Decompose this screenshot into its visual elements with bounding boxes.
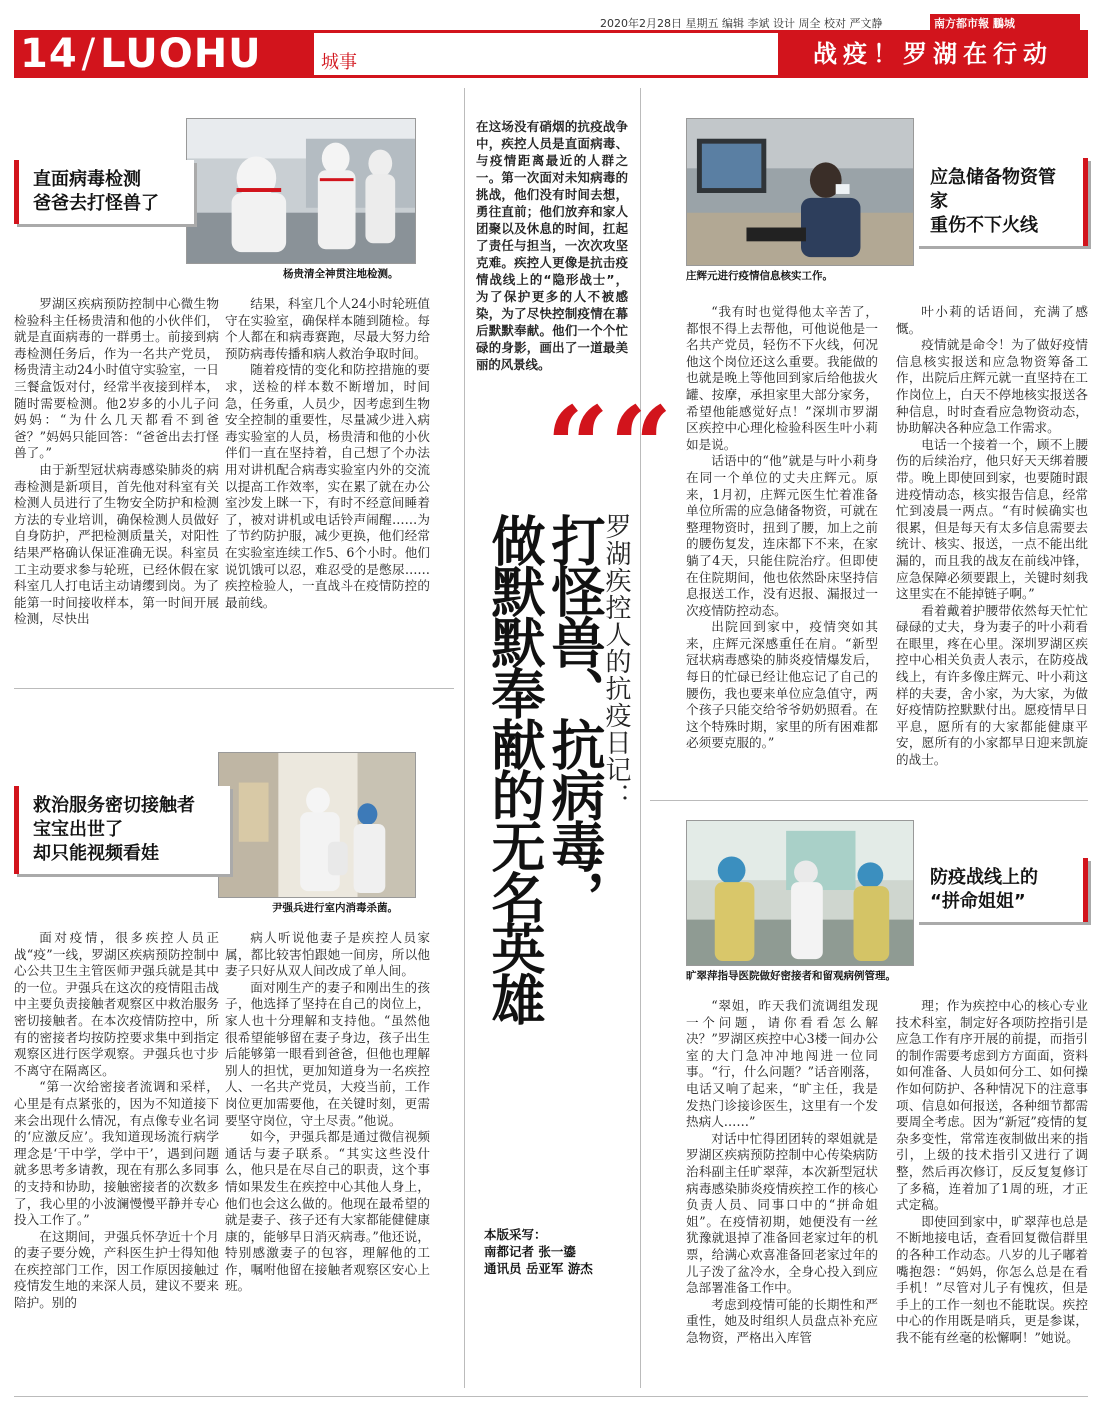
article-paragraph: 病人听说他妻子是疾控人员家属，都比较害怕跟她一间房，所以他妻子只好从双人间改成了单人间。: [225, 930, 430, 979]
article-paragraph: 面对刚生产的妻子和刚出生的孩子，他选择了坚持在自己的岗位上，家人也十分理解和支持他。“虽然他很希望能够留在妻子身边，孩子出生后能够第一眼看到爸爸，但他也理解别人的担忧，更加知道身为一名疾控人、一名共产党员，大疫当前，工作岗位更加需要他，在关键时刻，更需要坚守岗位，守土尽责。”他说。: [225, 979, 430, 1128]
byline: [484, 1226, 593, 1277]
story-headline: [14, 786, 230, 874]
byline-label: 本版采写：: [484, 1227, 547, 1242]
article-paragraph: 结果，科室几个人24小时轮班值守在实验室，确保样本随到随检。每个人都在和病毒赛跑，尽最大努力给预防病毒传播和病人救治争取时间。: [225, 296, 430, 361]
headline-line: 却只能视频看娃: [33, 843, 159, 864]
article-paragraph: “翠姐，昨天我们流调组发现一个问题，请你看看怎么解决？”罗湖区疾控中心3楼一间办公室的大门急冲冲地闯进一位同事。“行，什么问题？”话音刚落，电话又响了起来，“旷主任，我是发热门诊接诊医生，这里有一个发热病人……”: [686, 998, 878, 1130]
photo-caption: 旷翠萍指导医院做好密接者和留观病例管理。: [686, 970, 896, 982]
column-divider-right: [640, 88, 641, 1388]
article-paragraph: 罗湖区疾病预防控制中心微生物检验科主任杨贵清和他的小伙伴们，就是直面病毒的一群勇士。前接到病毒检测任务后，作为一名共产党员，杨贵清主动24小时值守实验室，一日三餐盒饭对付，经常半夜接到样本，随时需要检测。他2岁多的小儿子问妈妈：“为什么几天都看不到爸爸？”妈妈只能回答：“爸爸出去打怪兽了。”: [14, 296, 219, 461]
article-column: [686, 304, 878, 790]
feature-title: [468, 503, 636, 1123]
article-paragraph: 即使回到家中，旷翠萍也总是不断地接电话，查看回复微信群里的各种工作动态。八岁的儿子嘟着嘴抱怨：“妈妈，你怎么总是在看手机！”尽管对儿子有愧疚，但是手上的工作一刻也不能耽误。疾控中心的作用既是哨兵，更是参谋，我不能有丝毫的松懈啊！”她说。: [896, 1213, 1088, 1345]
theme-title: 战疫！罗湖在行动: [778, 33, 1088, 75]
article-paragraph: “第一次给密接者流调和采样，心里是有点紧张的，因为不知道接下来会出现什么情况，有点像专业名词的‘应激反应’。我知道现场流行病学理念是‘干中学，学中干’，遇到问题就多思考多请教，现在有那么多同事的支持和协助，接触密接者的次数多了，我心里的小波澜慢慢平静并专心投入工作了。”: [14, 1079, 219, 1228]
quote-mark-icon: ““: [546, 382, 673, 511]
byline-correspondent: 通讯员 岳亚军 游杰: [484, 1261, 593, 1276]
photo-caption: 庄辉元进行疫情信息核实工作。: [686, 270, 833, 282]
page-banner: [14, 30, 1088, 78]
byline-reporter: 南都记者 张一鎏: [484, 1244, 576, 1259]
headline-line: 直面病毒检测: [33, 169, 141, 190]
feature-title-line: 做默默奉献的无名英雄: [483, 513, 546, 1023]
photo-caption: 杨贵清全神贯注地检测。: [283, 268, 399, 280]
section-divider-left: [14, 688, 454, 689]
hospital-photo-image: [687, 821, 913, 965]
story-headline: [916, 158, 1088, 246]
headline-line: 防疫战线上的: [930, 867, 1038, 888]
dateline: 2020年2月28日 星期五 编辑 李斌 设计 周全 校对 严文静: [600, 17, 883, 30]
column-divider-left: [464, 88, 465, 1388]
headline-line: 爸爸去打怪兽了: [33, 193, 159, 214]
article-paragraph: 话语中的“他”就是与叶小莉身在同一个单位的丈夫庄辉元。原来，1月初，庄辉元医生忙着准备单位所需的应急储备物资，可就在整理物资时，扭到了腰，加上之前的腰伤复发，连床都下不来，在家躺了4天，只能住院治疗。但即使在住院期间，他也依然卧床坚持信息报送工作，没有迟报、漏报过一次疫情防控动态。: [686, 453, 878, 618]
photo-information-check: [686, 118, 914, 266]
photo-lab-testing: [186, 118, 416, 264]
page-label: [14, 33, 314, 75]
article-column: [14, 296, 219, 680]
section-divider-right: [650, 800, 1088, 801]
article-paragraph: 理；作为疾控中心的核心专业技术科室，制定好各项防控指引是应急工作有序开展的前提，而指引的制作需要考虑到方方面面，资料如何准备、人员如何分工、如何操作如何防护、各种情况下的注意事项、信息如何报送，各种细节都需要周全考虑。因为“新冠”疫情的复杂多变性，常常连夜制做出来的指引，上级的技术指引又进行了调整，然后再次修订，反反复复修订了多稿，连着加了1周的班，才正式定稿。: [896, 998, 1088, 1213]
article-paragraph: 面对疫情，很多疾控人员正战“疫”一线，罗湖区疾病预防控制中心公共卫生主管医师尹强兵就是其中的一位。尹强兵在这次的疫情阻击战中主要负责接触者观察区中救治服务密切接触者。在本次疫情防控中，所有的密接者均按防控要求集中到指定观察区进行医学观察。尹强兵也寸步不离守在隔离区。: [14, 930, 219, 1078]
headline-line: 宝宝出世了: [33, 819, 123, 840]
section-name: 城事: [321, 52, 357, 73]
photo-caption: 尹强兵进行室内消毒杀菌。: [272, 902, 398, 914]
article-paragraph: 电话一个接着一个，顾不上腰伤的后续治疗，他只好天天绑着腰带。晚上即使回到家，也要随时跟进疫情动态，核实报告信息，经常忙到凌晨一两点。“有时候确实也很累，但是每天有太多信息需要去统计、核实、报送，一点不能出纰漏的，而且我的战友在前线冲锋，应急保障必须要跟上，关键时刻我这里实在不能掉链子啊。”: [896, 436, 1088, 602]
article-column: [225, 296, 430, 680]
article-column: [14, 930, 219, 1385]
page-number: 14: [20, 31, 78, 77]
article-column: [686, 998, 878, 1386]
headline-line: “拼命姐姐”: [930, 891, 1026, 912]
article-paragraph: “我有时也觉得他太辛苦了，都恨不得上去帮他，可他说他是一名共产党员，轻伤不下火线，何况他这个岗位还这么重要。我能做的也就是晚上等他回到家后给他拔火罐、按摩，承担家里大部分家务，希望他能感觉好点！”深圳市罗湖区疾控中心理化检验科医生叶小莉如是说。: [686, 304, 878, 452]
headline-line: 重伤不下火线: [930, 215, 1038, 236]
article-paragraph: 由于新型冠状病毒感染肺炎的病毒检测是新项目，首先他对科室有关检测人员进行了生物安全防护和检测方法的专业培训，确保检测人员做好自身防护，严把检测质量关，对阳性结果严格确认保证准确无误。科室员工主动要求参与轮班，已经休假在家科室几人打电话主动请缨到岗。为了能第一时间接收样本，第一时间开展检测，尽快出: [14, 461, 219, 627]
article-paragraph: 在这期间，尹强兵怀孕近十个月的妻子要分娩，产科医生护士得知他在疾控部门工作，因工作原因接触过疫情发生地的来深人员，建议不要来陪护。别的: [14, 1228, 219, 1311]
article-paragraph: 疫情就是命令！为了做好疫情信息核实报送和应急物资筹备工作，出院后庄辉元就一直坚持在工作岗位上，白天不停地核实报送各种信息，时时查看应急物资动态，协助解决各种应急工作需求。: [896, 337, 1088, 436]
article-column: [225, 930, 430, 1385]
feature-title-line: 打怪兽、抗病毒，: [543, 513, 606, 921]
story-headline: [14, 160, 194, 224]
disinfection-photo-image: [219, 753, 415, 897]
article-column: [896, 998, 1088, 1386]
article-paragraph: 考虑到疫情可能的长期性和严重性，她及时组织人员盘点补充应急物资，严格出入库管: [686, 1296, 878, 1345]
lab-photo-image: [187, 119, 415, 263]
feature-subtitle: 罗湖疾控人的抗疫日记：: [601, 513, 631, 810]
dateline-bar: [600, 13, 1080, 31]
article-paragraph: 对话中忙得团团转的翠姐就是罗湖区疾病预防控制中心传染病防治科副主任旷翠萍，本次新型冠状病毒感染肺炎疫情疾控工作的核心负责人员、同事口中的“拼命姐姐”。在疫情初期，她便没有一丝犹豫就退掉了准备回老家过年的机票，给满心欢喜准备回老家过年的儿子泼了盆冷水，全身心投入到应急部署准备工作中。: [686, 1130, 878, 1296]
office-photo-image: [687, 119, 913, 265]
article-column: [896, 304, 1088, 790]
center-feature: [468, 88, 673, 1388]
article-paragraph: 叶小莉的话语间，充满了感慨。: [896, 304, 1088, 336]
page-bottom-rule: [14, 1396, 1088, 1397]
headline-line: 应急储备物资管家: [930, 167, 1056, 212]
article-paragraph: 随着疫情的变化和防控措施的要求，送检的样本数不断增加，时间急，任务重，人员少，因考虑到生物安全控制的重要性，尽量减少进入病毒实验室的人员，杨贵清和他的小伙伴们一直在坚持着，自己想了个办法用对讲机配合病毒实验室内外的交流以提高工作效率，实在累了就在办公室沙发上眯一下，有时不经意间睡着了，被对讲机或电话铃声闹醒……为了节约防护服，减少更换，他们经常在实验室连续工作5、6个小时。他们说饥饿可以忍，难忍受的是憋尿……疾控检验人，一直战斗在疫情防控的最前线。: [225, 362, 430, 610]
article-paragraph: 如今，尹强兵都是通过微信视频通话与妻子联系。“其实这些没什么，他只是在尽自己的职责，这个事情如果发生在疾控中心其他人身上，他们也会这么做的。他现在最希望的就是妻子、孩子还有大家都能健健康康的，能够早日消灭病毒。”他还说，特别感激妻子的包容，理解他的工作，嘱咐他留在接触者观察区安心上班。: [225, 1129, 430, 1294]
photo-hospital-guidance: [686, 820, 914, 966]
article-paragraph: 看着戴着护腰带依然每天忙忙碌碌的丈夫，身为妻子的叶小莉看在眼里，疼在心里。深圳罗湖区疾控中心相关负责人表示，在防疫战线上，有许多像庄辉元、叶小莉这样的夫妻，舍小家，为大家，为做好疫情防控默默付出。愿疫情早日平息，愿所有的大家都能健康平安，愿所有的小家都早日迎来凯旋的战士。: [896, 602, 1088, 768]
headline-line: 救治服务密切接触者: [33, 795, 195, 816]
story-headline: [916, 858, 1088, 922]
article-paragraph: 出院回到家中，疫情突如其来，庄辉元深感重任在肩。“新型冠状病毒感染的肺炎疫情爆发后，每日的忙碌已经让他忘记了自己的腰伤，我也要来单位应急值守，两个孩子只能交给爷爷奶奶照看。在这个特殊时期，家里的所有困难都必须要克服的。”: [686, 619, 878, 751]
slash-divider-icon: /: [81, 31, 97, 77]
page-name: LUOHU: [100, 31, 262, 77]
feature-intro: 在这场没有硝烟的抗疫战争中，疾控人员是直面病毒、与疫情距离最近的人群之一。第一次面对未知病毒的挑战，他们没有时间去想，勇往直前；他们放弃和家人团聚以及休息的时间，扛起了责任与担当，一次次攻坚克难。疾控人更像是抗击疫情战线上的“隐形战士”，为了保护更多的人不被感染，为了尽快控制疫情在幕后默默奉献。他们一个个忙碌的身影，画出了一道最美丽的风景线。: [476, 119, 628, 372]
photo-disinfection: [218, 752, 416, 898]
newspaper-logo: 南方都市報 鵬城: [930, 14, 1080, 30]
